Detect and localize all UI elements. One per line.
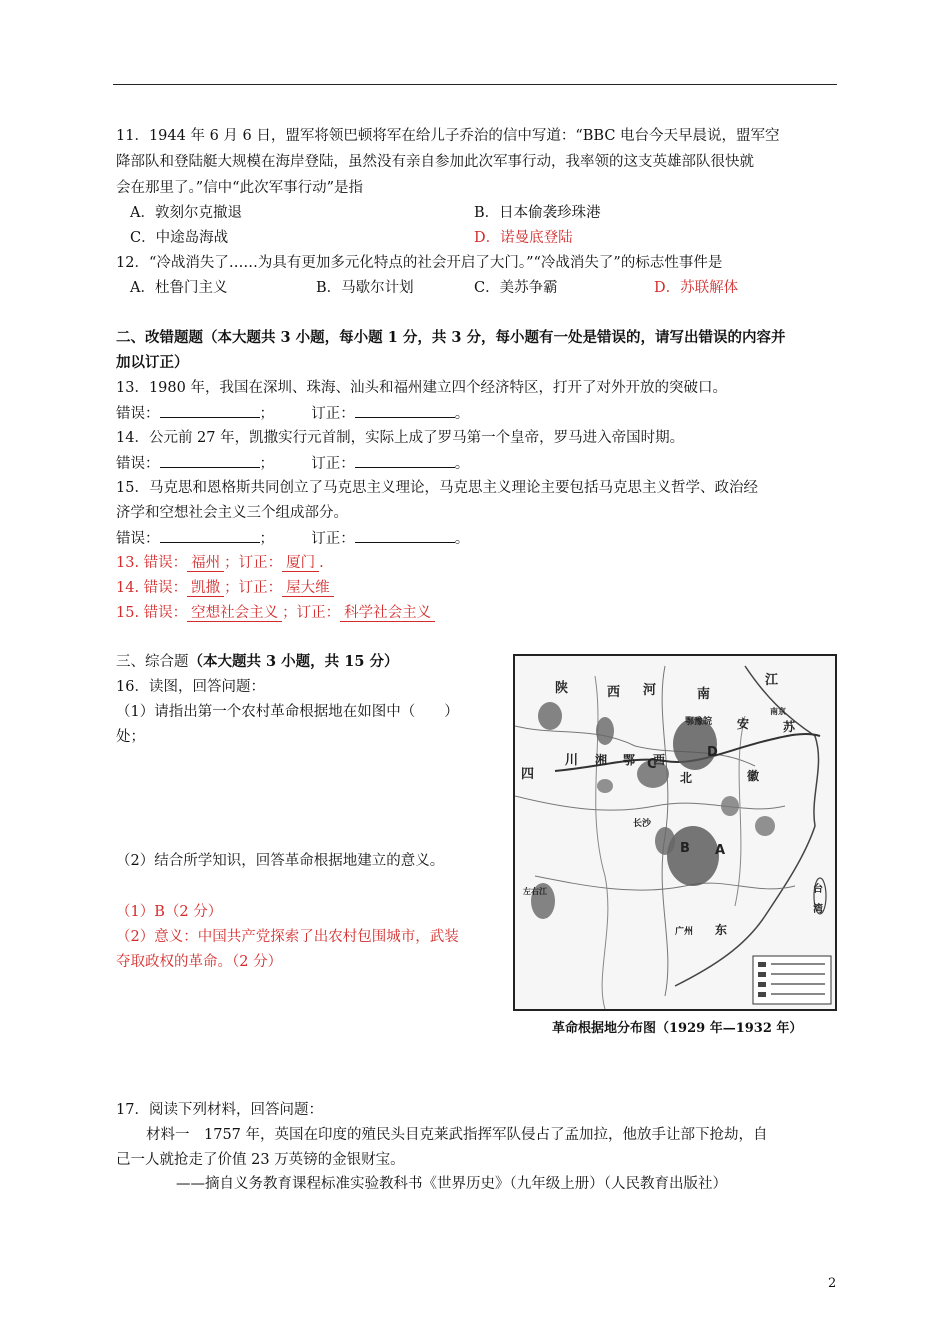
map-label-guangzhou: 广州 <box>675 927 694 937</box>
map-label-hui: 徽 <box>747 769 760 783</box>
answer-15: 15. 错误： 空想社会主义 ；订正： 科学社会主义 <box>116 603 435 623</box>
q15-error-blank[interactable] <box>160 528 260 543</box>
header-rule <box>113 84 837 85</box>
map-label-B: B <box>680 841 690 856</box>
q11-line2: 降部队和登陆艇大规模在海岸登陆，虽然没有亲自参加此次军事行动，我率领的这支英雄部队很快就 <box>116 154 754 170</box>
map-label-bei: 北 <box>680 771 693 785</box>
base-area-central <box>667 826 719 886</box>
q17-material1-line1: 材料一 1757 年，英国在印度的殖民头目克莱武指挥军队侵占了孟加拉，他放手让部下抢劫，自 <box>146 1127 768 1143</box>
q15-line2: 济学和空想社会主义三个组成部分。 <box>116 505 348 521</box>
q13-correct-blank[interactable] <box>355 403 455 418</box>
base-area-west <box>538 702 562 730</box>
map-label-eyuwan: 鄂豫皖 <box>685 717 713 727</box>
q16-answer2-line1: （2）意义：中国共产党探索了出农村包围城市，武装 <box>116 929 459 945</box>
map-label-nan: 南 <box>697 687 711 702</box>
map-label-he: 河 <box>643 683 657 698</box>
q11-option-a: A．敦刻尔克撤退 <box>130 205 242 221</box>
q16-answer2-line2: 夺取政权的革命。（2 分） <box>116 954 283 970</box>
coastline <box>675 666 819 986</box>
base-area-gandongbei <box>721 796 739 816</box>
map-label-dong: 东 <box>715 923 728 937</box>
q13-error-blank[interactable] <box>160 403 260 418</box>
map-label-shaanxi: 陕 <box>555 681 569 696</box>
map-label-wan: 湾 <box>813 904 823 915</box>
section2-heading-line2: 加以订正） <box>116 354 189 371</box>
q16-answer1: （1）B（2 分） <box>116 904 223 920</box>
answer-13: 13. 错误： 福州 ；订正： 厦门 . <box>116 555 324 571</box>
q11-option-c: C．中途岛海战 <box>130 230 229 246</box>
map-label-chuan: 川 <box>565 753 579 768</box>
q12-option-b: B．马歇尔计划 <box>316 280 414 296</box>
map-label-an: 安 <box>737 717 750 731</box>
section3-heading: 三、综合题（本大题共 3 小题，共 15 分） <box>116 653 399 670</box>
base-area-small <box>597 779 613 793</box>
q14-error-blank[interactable] <box>160 453 260 468</box>
map-label-su: 苏 <box>783 720 796 734</box>
base-area-xianggan <box>655 827 675 855</box>
map-label-si: 四 <box>521 767 535 782</box>
q11-option-d: D．诺曼底登陆 <box>474 230 573 246</box>
q12-option-d: D．苏联解体 <box>654 280 739 296</box>
map-label-C: C <box>647 757 657 772</box>
map-label-jiang: 江 <box>765 673 779 688</box>
map-label-xi: 西 <box>607 685 621 700</box>
q11-line3: 会在那里了。”信中“此次军事行动”是指 <box>116 180 363 196</box>
map-label-xi2: 西 <box>653 753 666 767</box>
section2-heading-line1: 二、改错题题（本大题共 3 小题，每小题 1 分，共 3 分，每小题有一处是错误的，请写出错误的内容并 <box>116 329 786 346</box>
q16-part2: （2）结合所学知识，回答革命根据地建立的意义。 <box>116 853 445 869</box>
q15-line1: 15．马克思和恩格斯共同创立了马克思主义理论，马克思主义理论主要包括马克思主义哲学、政治经 <box>116 480 758 496</box>
q13-answer-blanks: 错误： ； 订正： 。 <box>116 403 469 424</box>
map-label-tai: 台 <box>813 884 823 895</box>
q17-source: ——摘自义务教育课程标准实验教科书《世界历史》（九年级上册）（人民教育出版社） <box>176 1176 727 1192</box>
base-areas-map <box>513 654 837 1011</box>
q12-line1: 12．“冷战消失了……为具有更加多元化特点的社会开启了大门。”“冷战消失了”的标志性事件是 <box>116 255 723 271</box>
answer-14: 14. 错误： 凯撒 ；订正： 屋大维 <box>116 578 334 598</box>
map-label-zuoyoujiang: 左右江 <box>523 887 547 896</box>
q14-answer-blanks: 错误： ； 订正： 。 <box>116 453 469 474</box>
page-number: 2 <box>828 1276 837 1291</box>
province-border <box>535 876 795 890</box>
q11-option-b: B．日本偷袭珍珠港 <box>474 205 601 221</box>
q16-part1-line1: （1）请指出第一个农村革命根据地在如图中（ ） <box>116 704 459 720</box>
map-label-D: D <box>707 745 718 760</box>
map-label-changsha: 长沙 <box>633 819 652 829</box>
q13-text: 13．1980 年，我国在深圳、珠海、汕头和福州建立四个经济特区，打开了对外开放的突破口。 <box>116 380 727 396</box>
q17-material1-line2: 己一人就抢走了价值 23 万英镑的金银财宝。 <box>116 1152 405 1168</box>
q14-text: 14．公元前 27 年，凯撒实行元首制，实际上成了罗马第一个皇帝，罗马进入帝国时期。 <box>116 430 685 446</box>
map-label-A: A <box>715 843 726 858</box>
q16-intro: 16．读图，回答问题： <box>116 679 265 695</box>
province-border <box>515 796 785 810</box>
map-drawing <box>515 656 835 1009</box>
base-area-minzhe <box>755 816 775 836</box>
map-label-xiang: 湘 <box>595 753 608 767</box>
q17-intro: 17．阅读下列材料，回答问题： <box>116 1102 323 1118</box>
map-caption: 革命根据地分布图（1929 年—1932 年） <box>552 1021 803 1036</box>
q15-answer-blanks: 错误： ； 订正： 。 <box>116 528 469 549</box>
q16-part1-line2: 处； <box>116 729 145 745</box>
map-label-nanjing: 南京 <box>770 707 786 716</box>
q14-correct-blank[interactable] <box>355 453 455 468</box>
map-label-e: 鄂 <box>623 753 636 767</box>
q12-option-a: A．杜鲁门主义 <box>130 280 228 296</box>
q12-option-c: C．美苏争霸 <box>474 280 558 296</box>
q11-line1: 11．1944 年 6 月 6 日，盟军将领巴顿将军在给儿子乔治的信中写道：“BBC 电台今天早晨说，盟军空 <box>116 128 780 144</box>
base-area-west2 <box>596 717 614 745</box>
q15-correct-blank[interactable] <box>355 528 455 543</box>
